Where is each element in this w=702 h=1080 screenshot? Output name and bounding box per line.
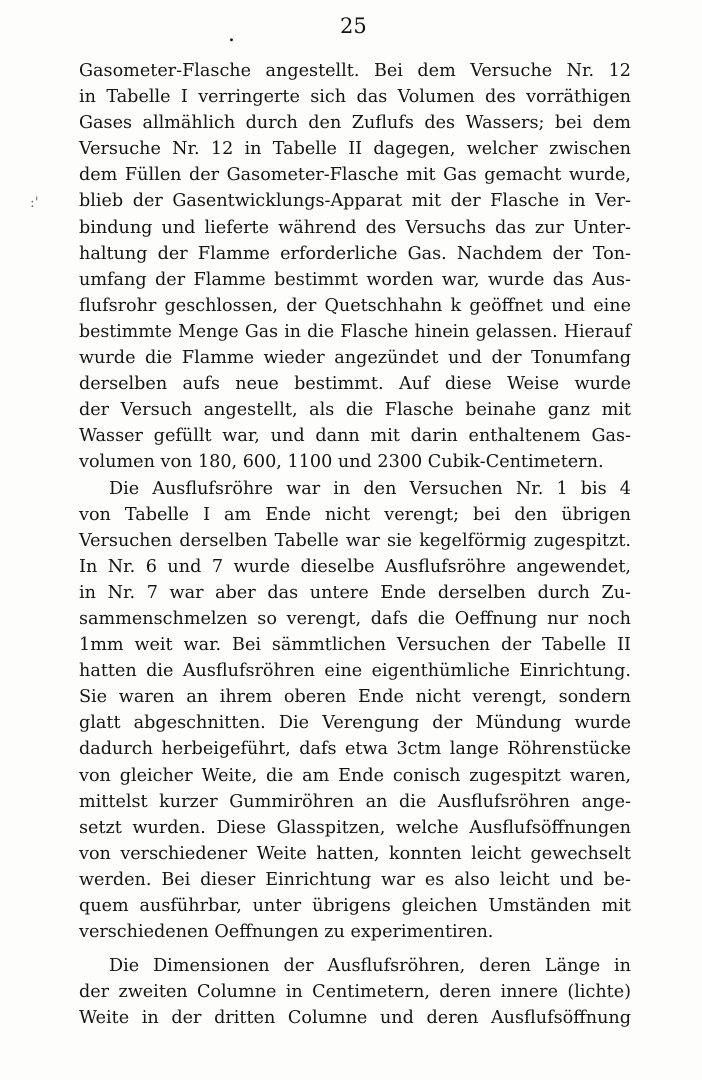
text-line: Weite in der dritten Columne und deren Ausflufsöffnung xyxy=(79,1008,631,1029)
text-line: 1mm weit war. Bei sämmtlichen Versuchen der Tabelle II xyxy=(79,635,631,656)
text-line: Gasometer-Flasche angestellt. Bei dem Versuche Nr. 12 xyxy=(79,61,631,81)
text-line: verschiedenen Oeffnungen zu experimentiren. xyxy=(79,922,494,943)
text-line: von Tabelle I am Ende nicht verengt; bei den übrigen xyxy=(79,504,631,525)
text-line: Sie waren an ihrem oberen Ende nicht verengt, sondern xyxy=(79,687,631,708)
text-line: Die Ausflufsröhre war in den Versuchen Nr. 1 bis 4 xyxy=(109,478,631,499)
text-line: wurde die Flamme wieder angezündet und der Tonumfang xyxy=(79,348,631,369)
text-line: bindung und lieferte während des Versuchs das zur Unter- xyxy=(79,217,631,238)
paragraph xyxy=(79,953,631,1031)
text-line: sammenschmelzen so verengt, dafs die Oeffnung nur noch xyxy=(79,608,631,629)
text-line: Gases allmählich durch den Zuflufs des Wassers; bei dem xyxy=(79,113,631,134)
text-line: von verschiedener Weite hatten, konnten leicht gewechselt xyxy=(79,843,631,864)
paragraph-gap xyxy=(79,945,631,953)
text-line: werden. Bei dieser Einrichtung war es also leicht und be- xyxy=(79,869,631,890)
text-line: bestimmte Menge Gas in die Flasche hinein gelassen. Hierauf xyxy=(79,321,631,342)
text-line: dadurch herbeigeführt, dafs etwa 3ctm lange Röhrenstücke xyxy=(79,739,631,760)
body-text xyxy=(79,58,631,1031)
text-line: blieb der Gasentwicklungs-Apparat mit der Flasche in Ver- xyxy=(79,191,631,212)
text-line: der Versuch angestellt, als die Flasche beinahe ganz mit xyxy=(79,400,631,421)
page-number: 25 xyxy=(340,14,367,38)
text-line: von gleicher Weite, die am Ende conisch zugespitzt waren, xyxy=(79,765,631,786)
paragraph xyxy=(79,476,631,946)
text-line: mittelst kurzer Gummiröhren an die Ausflufsröhren ange- xyxy=(79,791,631,812)
text-line: in Tabelle I verringerte sich das Volumen des vorräthigen xyxy=(79,87,631,108)
text-line: in Nr. 7 war aber das untere Ende derselben durch Zu- xyxy=(79,582,631,603)
text-line: glatt abgeschnitten. Die Verengung der Mündung wurde xyxy=(79,713,631,734)
text-line: derselben aufs neue bestimmt. Auf diese Weise wurde xyxy=(79,374,631,395)
margin-mark: :' xyxy=(30,195,39,211)
text-line: dem Füllen der Gasometer-Flasche mit Gas gemacht wurde, xyxy=(79,165,631,186)
text-line: In Nr. 6 und 7 wurde dieselbe Ausflufsröhre angewendet, xyxy=(79,556,631,577)
text-line: hatten die Ausflufsröhren eine eigenthümliche Einrichtung. xyxy=(79,661,631,682)
text-line: volumen von 180, 600, 1100 und 2300 Cubik-Centimetern. xyxy=(79,452,604,473)
text-line: Versuche Nr. 12 in Tabelle II dagegen, welcher zwischen xyxy=(79,139,631,160)
text-line: Die Dimensionen der Ausflufsröhren, deren Länge in xyxy=(109,956,631,977)
text-line: der zweiten Columne in Centimetern, deren innere (lichte) xyxy=(79,982,631,1003)
header-dot: . xyxy=(228,22,235,47)
text-line: flufsrohr geschlossen, der Quetschhahn k geöffnet und eine xyxy=(79,295,631,316)
paragraph xyxy=(79,58,631,476)
text-line: Versuchen derselben Tabelle war sie kegelförmig zugespitzt. xyxy=(79,530,631,551)
text-line: setzt wurden. Diese Glasspitzen, welche Ausflufsöffnungen xyxy=(79,817,631,838)
text-line: quem ausführbar, unter übrigens gleichen Umständen mit xyxy=(79,896,631,916)
text-line: umfang der Flamme bestimmt worden war, wurde das Aus- xyxy=(79,269,631,290)
text-line: Wasser gefüllt war, und dann mit darin enthaltenem Gas- xyxy=(79,426,631,447)
text-line: haltung der Flamme erforderliche Gas. Nachdem der Ton- xyxy=(79,243,631,264)
